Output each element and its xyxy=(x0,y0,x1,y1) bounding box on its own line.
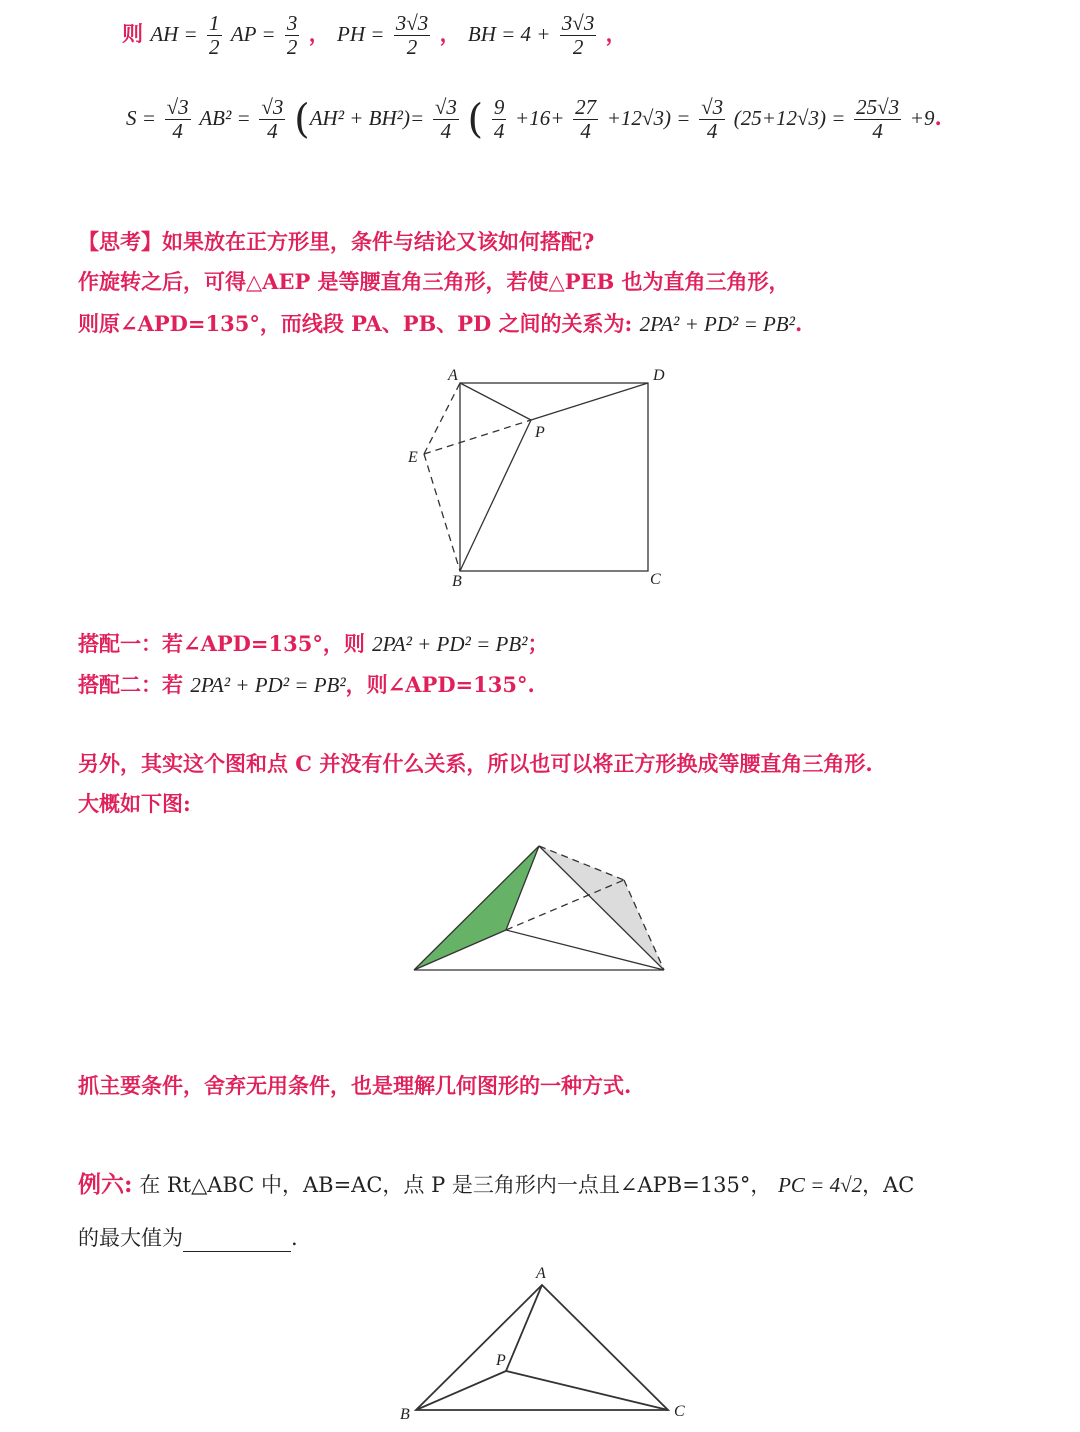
frac-num: √3 xyxy=(166,95,189,119)
frac-num: 27 xyxy=(575,95,597,119)
grab-line: 抓主要条件，舍弃无用条件，也是理解几何图形的一种方式. xyxy=(78,1073,632,1098)
sep: ， xyxy=(439,21,461,47)
frac-num: √3 xyxy=(434,95,457,119)
triangle-abc xyxy=(416,1285,668,1410)
think-line-2: 作旋转之后，可得△AEP 是等腰直角三角形，若使△PEB 也为直角三角形， xyxy=(78,269,790,294)
example6-label: 例六: xyxy=(78,1171,133,1198)
segment-ep xyxy=(424,420,531,454)
fraction xyxy=(165,96,191,143)
s-lhs: S = xyxy=(126,106,156,131)
frac-num: √3 xyxy=(261,95,284,119)
triangle-shaded-figure xyxy=(400,836,680,981)
label-a: A xyxy=(536,1265,546,1282)
segment-cp xyxy=(506,1371,668,1410)
frac-num: 25√3 xyxy=(856,95,900,119)
frac-den: 4 xyxy=(172,119,183,144)
match-text: 搭配一：若∠APD=135°，则 xyxy=(78,631,365,656)
besides-line-2: 大概如下图: xyxy=(78,791,191,816)
sep: ， xyxy=(308,21,330,47)
match-text: ，则∠APD=135°. xyxy=(345,672,535,697)
square-figure xyxy=(400,362,690,592)
segment-bp xyxy=(416,1371,506,1410)
square-abcd xyxy=(460,383,648,571)
answer-blank[interactable] xyxy=(183,1229,291,1252)
match-line-1 xyxy=(78,628,548,658)
fraction xyxy=(285,12,300,59)
frac-den: 2 xyxy=(406,35,418,60)
term: AB² = xyxy=(199,106,251,131)
segment-ap xyxy=(460,383,531,420)
sep: ， xyxy=(605,21,627,47)
sep: . xyxy=(291,1226,298,1250)
pc-formula: PC = 4√2 xyxy=(778,1173,863,1197)
frac-den: 4 xyxy=(706,119,718,144)
frac-num: 1 xyxy=(209,11,220,35)
term: +9 xyxy=(909,106,935,131)
relation-formula: 2PA² + PD² = PB² xyxy=(372,632,528,656)
formula-lead: 则 xyxy=(122,21,143,47)
label-d: D xyxy=(653,367,665,384)
label-p: P xyxy=(535,424,545,441)
fraction xyxy=(433,96,459,143)
ah-lhs: AH = xyxy=(150,22,198,47)
segment-pb xyxy=(460,420,531,571)
frac-num: 9 xyxy=(493,95,505,119)
relation-formula: 2PA² + PD² = PB² xyxy=(639,312,795,336)
fraction xyxy=(394,12,431,59)
frac-num: √3 xyxy=(701,95,724,119)
frac-den: 2 xyxy=(286,35,298,60)
fraction xyxy=(699,96,725,143)
ah-mid: AP = xyxy=(230,22,276,47)
ph-lhs: PH = xyxy=(337,22,385,47)
label-c: C xyxy=(650,571,661,588)
bh-lhs: BH = 4 + xyxy=(467,22,551,47)
frac-den: 4 xyxy=(440,119,452,144)
sep: ； xyxy=(527,631,549,656)
sep: . xyxy=(794,311,803,336)
label-b: B xyxy=(452,573,462,590)
term: ) = xyxy=(663,106,691,131)
think-line-1: 【思考】如果放在正方形里，条件与结论又该如何搭配? xyxy=(78,229,595,254)
label-p: P xyxy=(496,1352,506,1369)
match-text: 搭配二：若 xyxy=(78,672,183,697)
fraction xyxy=(492,96,507,143)
segment-eb xyxy=(424,454,460,571)
green-triangle xyxy=(414,846,539,970)
frac-den: 4 xyxy=(267,119,278,144)
sep: . xyxy=(934,105,942,131)
term: (25+12√3) = xyxy=(733,106,846,131)
match-line-2 xyxy=(78,669,535,699)
example6-line-1 xyxy=(78,1166,914,1199)
fraction xyxy=(259,96,285,143)
label-e: E xyxy=(408,449,418,466)
side-right xyxy=(539,846,664,970)
triangle-abc-figure xyxy=(390,1258,700,1426)
relation-formula: 2PA² + PD² = PB² xyxy=(190,673,346,697)
example6-line-2 xyxy=(78,1222,298,1252)
fraction xyxy=(854,96,901,143)
fraction xyxy=(207,12,222,59)
segment-ap xyxy=(506,1285,542,1371)
segment-pd xyxy=(531,383,648,420)
think-line-3 xyxy=(78,308,802,338)
example6-text: 在 Rt△ABC 中，AB=AC，点 P 是三角形内一点且∠APB=135°， xyxy=(139,1173,772,1197)
formula-line-1 xyxy=(122,12,627,59)
example6-text: ，AC xyxy=(862,1173,915,1197)
label-a: A xyxy=(448,367,458,384)
term: +12√3 xyxy=(606,106,664,131)
fraction xyxy=(573,96,598,143)
term: )= xyxy=(402,106,425,131)
frac-num: 3√3 xyxy=(561,11,595,35)
besides-line-1: 另外，其实这个图和点 C 并没有什么关系，所以也可以将正方形换成等腰直角三角形. xyxy=(78,751,873,776)
frac-den: 4 xyxy=(580,119,591,144)
term: AH² + BH² xyxy=(309,106,403,131)
label-c: C xyxy=(674,1403,685,1420)
frac-den: 4 xyxy=(493,119,505,144)
example6-text: 的最大值为 xyxy=(78,1226,183,1250)
frac-den: 2 xyxy=(209,35,220,60)
fraction xyxy=(560,12,597,59)
term: +16+ xyxy=(515,106,565,131)
segment-ea xyxy=(424,383,460,454)
frac-num: 3√3 xyxy=(395,11,429,35)
frac-den: 4 xyxy=(872,119,883,144)
formula-line-2: S = $\frac{√3}{4}$ AB² = $\frac{√3}{4}$ (AH² + BH²)= $\frac{√3}{4}$ ( $\frac{9}{4}$ +16+ $\frac{27}{4}$ +12√3) = $\frac{√3}{4}$ (25+12√3) = $\frac{25√3}{4}$ +9. xyxy=(126,95,942,144)
think-line-3-text: 则原∠APD=135°，而线段 PA、PB、PD 之间的关系为: xyxy=(78,311,633,336)
label-b: B xyxy=(400,1406,410,1423)
frac-num: 3 xyxy=(286,11,298,35)
frac-den: 2 xyxy=(572,35,584,60)
